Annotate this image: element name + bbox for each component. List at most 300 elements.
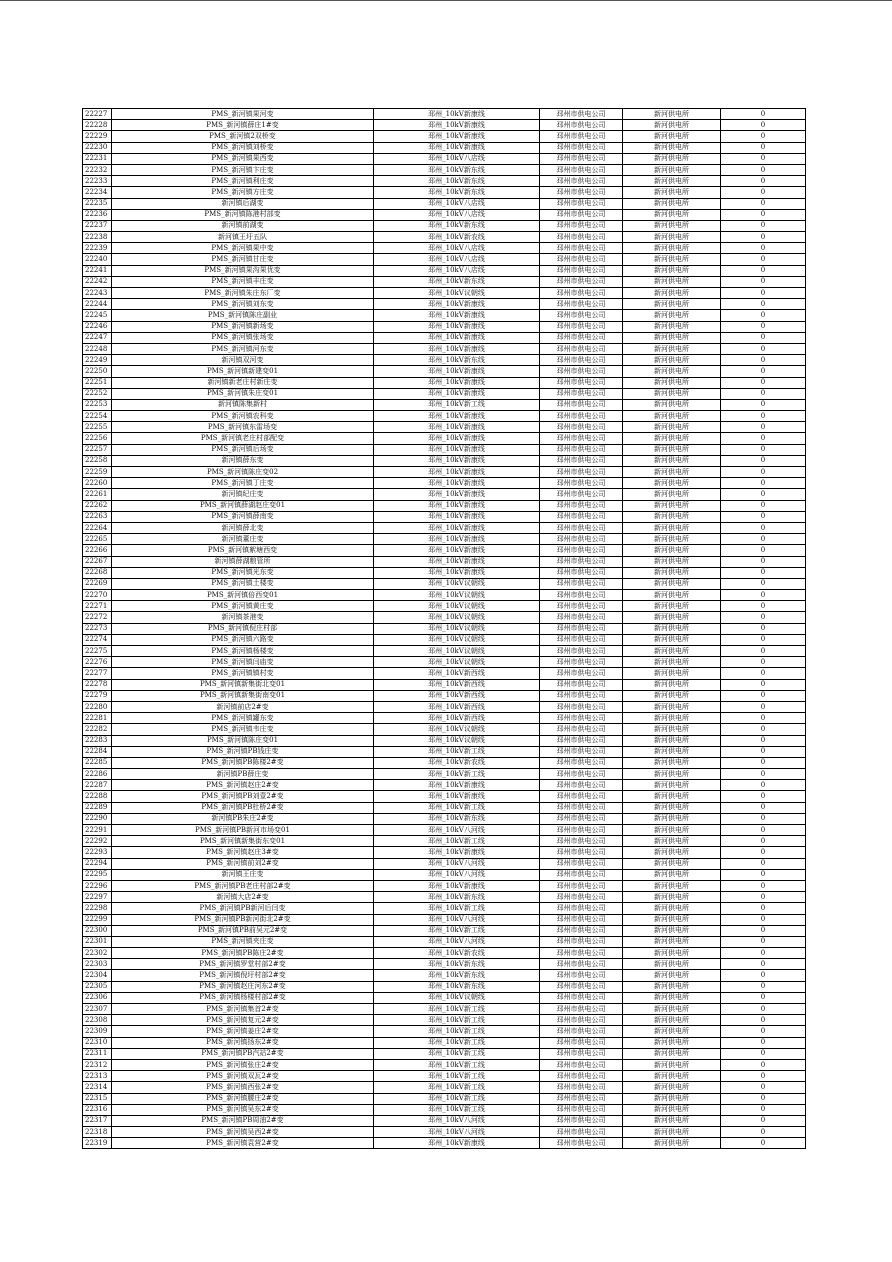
station-cell: 新河供电所 [623, 1115, 721, 1126]
feeder-line-cell: 邳州_10kV八河线 [374, 1127, 540, 1138]
transformer-name-cell: PMS_新河镇吴西2#变 [112, 1127, 374, 1138]
transformer-name-cell: PMS_新河镇吴东2#变 [112, 1104, 374, 1115]
company-cell: 邳州市供电公司 [540, 511, 623, 522]
transformer-name-cell: 新河镇前店2#变 [112, 701, 374, 712]
row-id-cell: 22301 [83, 936, 112, 947]
value-cell: 0 [721, 332, 806, 343]
row-id-cell: 22267 [83, 556, 112, 567]
value-cell: 0 [721, 1015, 806, 1026]
station-cell: 新河供电所 [623, 220, 721, 231]
transformer-name-cell: PMS_新河镇果河变 [112, 109, 374, 120]
value-cell: 0 [721, 757, 806, 768]
value-cell: 0 [721, 467, 806, 478]
feeder-line-cell: 邳州_10kV议朝线 [374, 288, 540, 299]
table-row [83, 847, 806, 858]
feeder-line-cell: 邳州_10kV议朝线 [374, 612, 540, 623]
station-cell: 新河供电所 [623, 936, 721, 947]
feeder-line-cell: 邳州_10kV议朝线 [374, 735, 540, 746]
transformer-name-cell: PMS_新河镇罐东变 [112, 713, 374, 724]
value-cell: 0 [721, 243, 806, 254]
company-cell: 邳州市供电公司 [540, 701, 623, 712]
row-id-cell: 22253 [83, 399, 112, 410]
feeder-line-cell: 邳州_10kV新康线 [374, 142, 540, 153]
feeder-line-cell: 邳州_10kV新工线 [374, 1104, 540, 1115]
transformer-name-cell: 新河镇王庄变 [112, 869, 374, 880]
table-row [83, 746, 806, 757]
company-cell: 邳州市供电公司 [540, 220, 623, 231]
company-cell: 邳州市供电公司 [540, 713, 623, 724]
station-cell: 新河供电所 [623, 1127, 721, 1138]
station-cell: 新河供电所 [623, 735, 721, 746]
station-cell: 新河供电所 [623, 948, 721, 959]
table-row [83, 1082, 806, 1093]
transformer-name-cell: PMS_新河镇镇村变 [112, 668, 374, 679]
row-id-cell: 22292 [83, 836, 112, 847]
row-id-cell: 22317 [83, 1115, 112, 1126]
row-id-cell: 22248 [83, 343, 112, 354]
table-row [83, 791, 806, 802]
table-row [83, 131, 806, 142]
feeder-line-cell: 邳州_10kV新康线 [374, 556, 540, 567]
table-row [83, 1059, 806, 1070]
value-cell: 0 [721, 500, 806, 511]
table-row [83, 1048, 806, 1059]
company-cell: 邳州市供电公司 [540, 668, 623, 679]
transformer-name-cell: PMS_新河镇西张2#变 [112, 1082, 374, 1093]
table-row [83, 646, 806, 657]
station-cell: 新河供电所 [623, 489, 721, 500]
company-cell: 邳州市供电公司 [540, 724, 623, 735]
transformer-name-cell: PMS_新河镇薛庄1#变 [112, 120, 374, 131]
transformer-name-cell: PMS_新河镇朱庄变01 [112, 388, 374, 399]
data-table-body [83, 109, 806, 1149]
value-cell: 0 [721, 209, 806, 220]
value-cell: 0 [721, 411, 806, 422]
company-cell: 邳州市供电公司 [540, 1127, 623, 1138]
company-cell: 邳州市供电公司 [540, 959, 623, 970]
value-cell: 0 [721, 858, 806, 869]
transformer-name-cell: PMS_新河镇杨楼村部2#变 [112, 992, 374, 1003]
table-row [83, 925, 806, 936]
row-id-cell: 22307 [83, 1004, 112, 1015]
value-cell: 0 [721, 634, 806, 645]
row-id-cell: 22246 [83, 321, 112, 332]
feeder-line-cell: 邳州_10kV新康线 [374, 489, 540, 500]
row-id-cell: 22291 [83, 825, 112, 836]
transformer-name-cell: PMS_新河镇PB老庄村部2#变 [112, 880, 374, 891]
feeder-line-cell: 邳州_10kV新康线 [374, 388, 540, 399]
station-cell: 新河供电所 [623, 411, 721, 422]
value-cell: 0 [721, 701, 806, 712]
transformer-name-cell: PMS_新河镇倪圩村部2#变 [112, 970, 374, 981]
row-id-cell: 22290 [83, 813, 112, 824]
table-row [83, 422, 806, 433]
company-cell: 邳州市供电公司 [540, 623, 623, 634]
station-cell: 新河供电所 [623, 869, 721, 880]
value-cell: 0 [721, 869, 806, 880]
row-id-cell: 22265 [83, 534, 112, 545]
table-row [83, 948, 806, 959]
station-cell: 新河供电所 [623, 567, 721, 578]
company-cell: 邳州市供电公司 [540, 276, 623, 287]
table-row [83, 668, 806, 679]
value-cell: 0 [721, 601, 806, 612]
station-cell: 新河供电所 [623, 1082, 721, 1093]
row-id-cell: 22250 [83, 366, 112, 377]
feeder-line-cell: 邳州_10kV新康线 [374, 880, 540, 891]
feeder-line-cell: 邳州_10kV新东线 [374, 164, 540, 175]
station-cell: 新河供电所 [623, 590, 721, 601]
value-cell: 0 [721, 1004, 806, 1015]
value-cell: 0 [721, 657, 806, 668]
transformer-name-cell: PMS_新河镇赵庄3#变 [112, 847, 374, 858]
feeder-line-cell: 邳州_10kV八河线 [374, 914, 540, 925]
table-row [83, 679, 806, 690]
feeder-line-cell: 邳州_10kV八河线 [374, 936, 540, 947]
feeder-line-cell: 邳州_10kV八店线 [374, 254, 540, 265]
row-id-cell: 22233 [83, 176, 112, 187]
value-cell: 0 [721, 131, 806, 142]
row-id-cell: 22272 [83, 612, 112, 623]
station-cell: 新河供电所 [623, 321, 721, 332]
transformer-name-cell: PMS_新河镇朱庄东厂变 [112, 288, 374, 299]
value-cell: 0 [721, 623, 806, 634]
station-cell: 新河供电所 [623, 657, 721, 668]
station-cell: 新河供电所 [623, 914, 721, 925]
table-row [83, 959, 806, 970]
value-cell: 0 [721, 590, 806, 601]
row-id-cell: 22245 [83, 310, 112, 321]
value-cell: 0 [721, 713, 806, 724]
station-cell: 新河供电所 [623, 981, 721, 992]
feeder-line-cell: 邳州_10kV议朝线 [374, 992, 540, 1003]
station-cell: 新河供电所 [623, 880, 721, 891]
feeder-line-cell: 邳州_10kV新康线 [374, 534, 540, 545]
feeder-line-cell: 邳州_10kV新工线 [374, 1037, 540, 1048]
table-row [83, 265, 806, 276]
row-id-cell: 22304 [83, 970, 112, 981]
station-cell: 新河供电所 [623, 612, 721, 623]
transformer-name-cell: 新河镇PB薛庄变 [112, 769, 374, 780]
table-row [83, 142, 806, 153]
row-id-cell: 22279 [83, 690, 112, 701]
company-cell: 邳州市供电公司 [540, 321, 623, 332]
feeder-line-cell: 邳州_10kV新康线 [374, 411, 540, 422]
station-cell: 新河供电所 [623, 903, 721, 914]
value-cell: 0 [721, 1048, 806, 1059]
transformer-name-cell: PMS_新河镇倍西变01 [112, 590, 374, 601]
transformer-name-cell: PMS_新河镇双瓦2#变 [112, 1071, 374, 1082]
value-cell: 0 [721, 970, 806, 981]
company-cell: 邳州市供电公司 [540, 1082, 623, 1093]
value-cell: 0 [721, 511, 806, 522]
feeder-line-cell: 邳州_10kV八店线 [374, 198, 540, 209]
company-cell: 邳州市供电公司 [540, 567, 623, 578]
station-cell: 新河供电所 [623, 858, 721, 869]
transformer-name-cell: PMS_新河镇PB陈庄2#变 [112, 948, 374, 959]
feeder-line-cell: 邳州_10kV新东线 [374, 892, 540, 903]
table-row [83, 467, 806, 478]
transformer-name-cell: PMS_新河镇陈庄变01 [112, 735, 374, 746]
company-cell: 邳州市供电公司 [540, 444, 623, 455]
row-id-cell: 22259 [83, 467, 112, 478]
row-id-cell: 22309 [83, 1026, 112, 1037]
company-cell: 邳州市供电公司 [540, 590, 623, 601]
row-id-cell: 22282 [83, 724, 112, 735]
company-cell: 邳州市供电公司 [540, 399, 623, 410]
table-row [83, 243, 806, 254]
row-id-cell: 22310 [83, 1037, 112, 1048]
transformer-name-cell: PMS_新河镇果西变 [112, 153, 374, 164]
value-cell: 0 [721, 545, 806, 556]
station-cell: 新河供电所 [623, 668, 721, 679]
table-row [83, 713, 806, 724]
company-cell: 邳州市供电公司 [540, 343, 623, 354]
value-cell: 0 [721, 735, 806, 746]
transformer-name-cell: 新河镇薛北变 [112, 522, 374, 533]
value-cell: 0 [721, 355, 806, 366]
transformer-name-cell: 新河镇薛东变 [112, 455, 374, 466]
station-cell: 新河供电所 [623, 690, 721, 701]
value-cell: 0 [721, 903, 806, 914]
value-cell: 0 [721, 534, 806, 545]
feeder-line-cell: 邳州_10kV新康线 [374, 422, 540, 433]
station-cell: 新河供电所 [623, 276, 721, 287]
feeder-line-cell: 邳州_10kV新工线 [374, 1004, 540, 1015]
station-cell: 新河供电所 [623, 679, 721, 690]
station-cell: 新河供电所 [623, 433, 721, 444]
transformer-name-cell: PMS_新河镇光东变 [112, 567, 374, 578]
value-cell: 0 [721, 198, 806, 209]
row-id-cell: 22243 [83, 288, 112, 299]
value-cell: 0 [721, 366, 806, 377]
table-row [83, 1037, 806, 1048]
station-cell: 新河供电所 [623, 176, 721, 187]
value-cell: 0 [721, 109, 806, 120]
station-cell: 新河供电所 [623, 623, 721, 634]
row-id-cell: 22278 [83, 679, 112, 690]
row-id-cell: 22234 [83, 187, 112, 198]
table-row [83, 724, 806, 735]
feeder-line-cell: 邳州_10kV新工线 [374, 1059, 540, 1070]
station-cell: 新河供电所 [623, 366, 721, 377]
table-row [83, 511, 806, 522]
station-cell: 新河供电所 [623, 355, 721, 366]
company-cell: 邳州市供电公司 [540, 131, 623, 142]
value-cell: 0 [721, 254, 806, 265]
transformer-name-cell: PMS_新河镇黄庄变 [112, 601, 374, 612]
station-cell: 新河供电所 [623, 1004, 721, 1015]
row-id-cell: 22316 [83, 1104, 112, 1115]
transformer-name-cell: PMS_新河镇前刘2#变 [112, 858, 374, 869]
row-id-cell: 22229 [83, 131, 112, 142]
row-id-cell: 22296 [83, 880, 112, 891]
feeder-line-cell: 邳州_10kV新工线 [374, 769, 540, 780]
row-id-cell: 22241 [83, 265, 112, 276]
row-id-cell: 22235 [83, 198, 112, 209]
value-cell: 0 [721, 522, 806, 533]
table-row [83, 377, 806, 388]
station-cell: 新河供电所 [623, 500, 721, 511]
feeder-line-cell: 邳州_10kV新东线 [374, 959, 540, 970]
company-cell: 邳州市供电公司 [540, 355, 623, 366]
table-row [83, 590, 806, 601]
value-cell: 0 [721, 780, 806, 791]
value-cell: 0 [721, 880, 806, 891]
table-row [83, 109, 806, 120]
feeder-line-cell: 邳州_10kV新康线 [374, 780, 540, 791]
table-row [83, 388, 806, 399]
table-row [83, 455, 806, 466]
value-cell: 0 [721, 847, 806, 858]
table-row [83, 411, 806, 422]
company-cell: 邳州市供电公司 [540, 847, 623, 858]
table-row [83, 545, 806, 556]
table-row [83, 1115, 806, 1126]
row-id-cell: 22308 [83, 1015, 112, 1026]
company-cell: 邳州市供电公司 [540, 646, 623, 657]
value-cell: 0 [721, 377, 806, 388]
table-row [83, 120, 806, 131]
station-cell: 新河供电所 [623, 388, 721, 399]
transformer-name-cell: PMS_新河镇闫庙变 [112, 657, 374, 668]
company-cell: 邳州市供电公司 [540, 992, 623, 1003]
station-cell: 新河供电所 [623, 232, 721, 243]
feeder-line-cell: 邳州_10kV新东线 [374, 220, 540, 231]
station-cell: 新河供电所 [623, 131, 721, 142]
feeder-line-cell: 邳州_10kV新康线 [374, 500, 540, 511]
row-id-cell: 22312 [83, 1059, 112, 1070]
station-cell: 新河供电所 [623, 187, 721, 198]
value-cell: 0 [721, 220, 806, 231]
row-id-cell: 22251 [83, 377, 112, 388]
station-cell: 新河供电所 [623, 254, 721, 265]
station-cell: 新河供电所 [623, 892, 721, 903]
transformer-name-cell: PMS_新河镇卞庄变 [112, 164, 374, 175]
table-row [83, 880, 806, 891]
transformer-name-cell: PMS_新河镇复元2#变 [112, 1015, 374, 1026]
transformer-name-cell: PMS_新河镇新建变01 [112, 366, 374, 377]
row-id-cell: 22284 [83, 746, 112, 757]
company-cell: 邳州市供电公司 [540, 825, 623, 836]
transformer-name-cell: PMS_新河镇方庄变 [112, 187, 374, 198]
station-cell: 新河供电所 [623, 578, 721, 589]
station-cell: 新河供电所 [623, 109, 721, 120]
station-cell: 新河供电所 [623, 310, 721, 321]
row-id-cell: 22236 [83, 209, 112, 220]
station-cell: 新河供电所 [623, 780, 721, 791]
table-row [83, 903, 806, 914]
company-cell: 邳州市供电公司 [540, 657, 623, 668]
transformer-name-cell: PMS_新河镇PB新河市场变01 [112, 825, 374, 836]
table-row [83, 153, 806, 164]
station-cell: 新河供电所 [623, 813, 721, 824]
value-cell: 0 [721, 232, 806, 243]
row-id-cell: 22276 [83, 657, 112, 668]
feeder-line-cell: 邳州_10kV八店线 [374, 243, 540, 254]
row-id-cell: 22258 [83, 455, 112, 466]
feeder-line-cell: 邳州_10kV新东线 [374, 176, 540, 187]
value-cell: 0 [721, 187, 806, 198]
row-id-cell: 22260 [83, 478, 112, 489]
station-cell: 新河供电所 [623, 243, 721, 254]
feeder-line-cell: 邳州_10kV新康线 [374, 120, 540, 131]
feeder-line-cell: 邳州_10kV新工线 [374, 1082, 540, 1093]
station-cell: 新河供电所 [623, 478, 721, 489]
company-cell: 邳州市供电公司 [540, 1026, 623, 1037]
value-cell: 0 [721, 1059, 806, 1070]
value-cell: 0 [721, 668, 806, 679]
value-cell: 0 [721, 276, 806, 287]
feeder-line-cell: 邳州_10kV新康线 [374, 366, 540, 377]
row-id-cell: 22285 [83, 757, 112, 768]
row-id-cell: 22261 [83, 489, 112, 500]
table-row [83, 567, 806, 578]
value-cell: 0 [721, 769, 806, 780]
station-cell: 新河供电所 [623, 724, 721, 735]
transformer-name-cell: 新河镇新老庄村新庄变 [112, 377, 374, 388]
feeder-line-cell: 邳州_10kV新康线 [374, 522, 540, 533]
value-cell: 0 [721, 388, 806, 399]
table-row [83, 634, 806, 645]
table-row [83, 970, 806, 981]
row-id-cell: 22306 [83, 992, 112, 1003]
transformer-name-cell: 新河镇PB朱庄2#变 [112, 813, 374, 824]
company-cell: 邳州市供电公司 [540, 1093, 623, 1104]
row-id-cell: 22249 [83, 355, 112, 366]
feeder-line-cell: 邳州_10kV议朝线 [374, 578, 540, 589]
transformer-name-cell: PMS_新河镇罗堂村部2#变 [112, 959, 374, 970]
feeder-line-cell: 邳州_10kV新东线 [374, 276, 540, 287]
transformer-name-cell: PMS_新河镇陈港村部变 [112, 209, 374, 220]
company-cell: 邳州市供电公司 [540, 500, 623, 511]
company-cell: 邳州市供电公司 [540, 109, 623, 120]
value-cell: 0 [721, 914, 806, 925]
row-id-cell: 22269 [83, 578, 112, 589]
row-id-cell: 22318 [83, 1127, 112, 1138]
row-id-cell: 22252 [83, 388, 112, 399]
company-cell: 邳州市供电公司 [540, 455, 623, 466]
feeder-line-cell: 邳州_10kV新康线 [374, 131, 540, 142]
row-id-cell: 22237 [83, 220, 112, 231]
table-row [83, 500, 806, 511]
transformer-name-cell: PMS_新河镇六路变 [112, 634, 374, 645]
value-cell: 0 [721, 1093, 806, 1104]
feeder-line-cell: 邳州_10kV新工线 [374, 1093, 540, 1104]
company-cell: 邳州市供电公司 [540, 601, 623, 612]
table-row [83, 176, 806, 187]
feeder-line-cell: 邳州_10kV新康线 [374, 433, 540, 444]
table-row [83, 1071, 806, 1082]
company-cell: 邳州市供电公司 [540, 903, 623, 914]
feeder-line-cell: 邳州_10kV新西线 [374, 690, 540, 701]
value-cell: 0 [721, 690, 806, 701]
transformer-name-cell: PMS_新河镇集首2#变 [112, 1004, 374, 1015]
transformer-name-cell: PMS_新河镇PB钱庄变 [112, 746, 374, 757]
table-row [83, 534, 806, 545]
feeder-line-cell: 邳州_10kV议朝线 [374, 623, 540, 634]
feeder-line-cell: 邳州_10kV八店线 [374, 153, 540, 164]
transformer-name-cell: PMS_新河镇薛南变 [112, 511, 374, 522]
company-cell: 邳州市供电公司 [540, 433, 623, 444]
value-cell: 0 [721, 925, 806, 936]
table-row [83, 321, 806, 332]
table-row [83, 914, 806, 925]
company-cell: 邳州市供电公司 [540, 757, 623, 768]
value-cell: 0 [721, 567, 806, 578]
station-cell: 新河供电所 [623, 970, 721, 981]
table-row [83, 1104, 806, 1115]
